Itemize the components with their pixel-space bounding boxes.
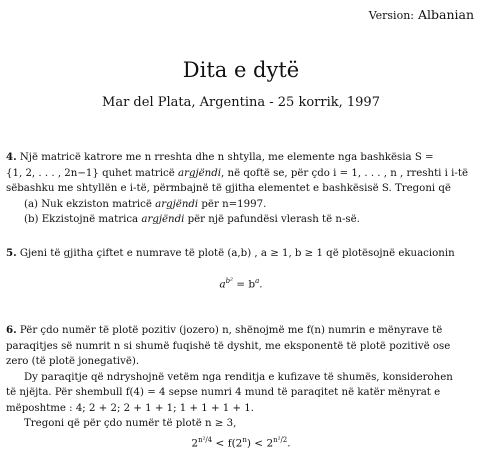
item-b-post: për një pafundësi vlerash të n-së. [184, 214, 360, 225]
problem-4-line1: Një matricë katrore me n rreshta dhe n shtylla, me elemente nga bashkësia S = [19, 152, 434, 163]
problem-5-equation [0, 277, 482, 291]
item-a-post: për n=1997. [198, 198, 267, 210]
problem-4-item-a [6, 197, 476, 213]
ineq-left-exp: n²/4 [198, 436, 213, 444]
eq-exp-a: a [255, 277, 260, 285]
problem-6-line6: mëposhtme : 4; 2 + 2; 2 + 1 + 1; 1 + 1 + 1 + 1. [6, 402, 254, 414]
eq-base-a: a [219, 278, 226, 291]
problem-4-term: argjëndi [178, 167, 222, 179]
eq-mid: = b [232, 278, 256, 291]
item-a-term: argjëndi [155, 198, 199, 210]
problem-4-line3: sëbashku me shtyllën e i-të, përmbajnë të gjitha elementet e bashkësisë S. Tregoni që [6, 183, 451, 194]
problem-6-line5: të njëjta. Për shembull f(4) = 4 sepse numri 4 mund të paraqitet në katër mënyrat e [6, 387, 441, 398]
problem-6-inequality [0, 436, 482, 450]
problem-5 [6, 246, 476, 262]
ineq-right: ) < 2 [246, 437, 274, 450]
eq-end: . [259, 278, 263, 291]
page-title: Dita e dytë [182, 58, 300, 82]
item-b-pre: (b) Ekzistojnë matrica [24, 214, 142, 225]
item-a-pre: (a) Nuk ekziston matricë [24, 198, 156, 210]
problem-4-number: 4. [6, 151, 17, 163]
problem-6-line3: zero (të plotë jonegativë). [6, 356, 140, 367]
version-header [369, 7, 474, 22]
problem-6 [6, 323, 476, 432]
ineq-mid-exp: n [242, 436, 247, 444]
problem-4-item-b [6, 212, 476, 228]
ineq-right-exp: n²/2 [273, 436, 288, 444]
version-value: Albanian [417, 7, 474, 22]
problem-5-text: Gjeni të gjitha çiftet e numrave të plotë (a,b) , a ≥ 1, b ≥ 1 që plotësojnë ekuacionin [19, 248, 455, 259]
version-label: Version: [368, 9, 414, 22]
problem-5-number: 5. [6, 247, 17, 259]
problem-6-line1: Për çdo numër të plotë pozitiv (jozero) n, shënojmë me f(n) numrin e mënyrave të [19, 325, 443, 336]
problem-6-line7: Tregoni që për çdo numër të plotë n ≥ 3, [24, 418, 237, 429]
problem-4-line2b: , në qoftë se, për çdo i = 1, . . . , n , rreshti i i-të [221, 167, 468, 179]
item-b-term: argjëndi [141, 214, 185, 225]
ineq-left: 2 [191, 437, 199, 450]
eq-exp-b2: b² [225, 277, 233, 285]
problem-6-line2: paraqitjes së numrit n si shumë fuqishë të dyshit, me eksponentë të plotë pozitivë ose [6, 340, 451, 352]
ineq-end: . [287, 437, 291, 450]
ineq-mid: < f(2 [212, 437, 243, 450]
problem-4 [6, 150, 476, 228]
problem-6-line4: Dy paraqitje që ndryshojnë vetëm nga renditja e kufizave të shumës, konsiderohen [24, 371, 453, 383]
page-subtitle: Mar del Plata, Argentina - 25 korrik, 1997 [102, 95, 380, 110]
problem-4-line2a: {1, 2, . . . , 2n−1} quhet matricë [6, 167, 179, 179]
problem-6-number: 6. [6, 324, 17, 336]
